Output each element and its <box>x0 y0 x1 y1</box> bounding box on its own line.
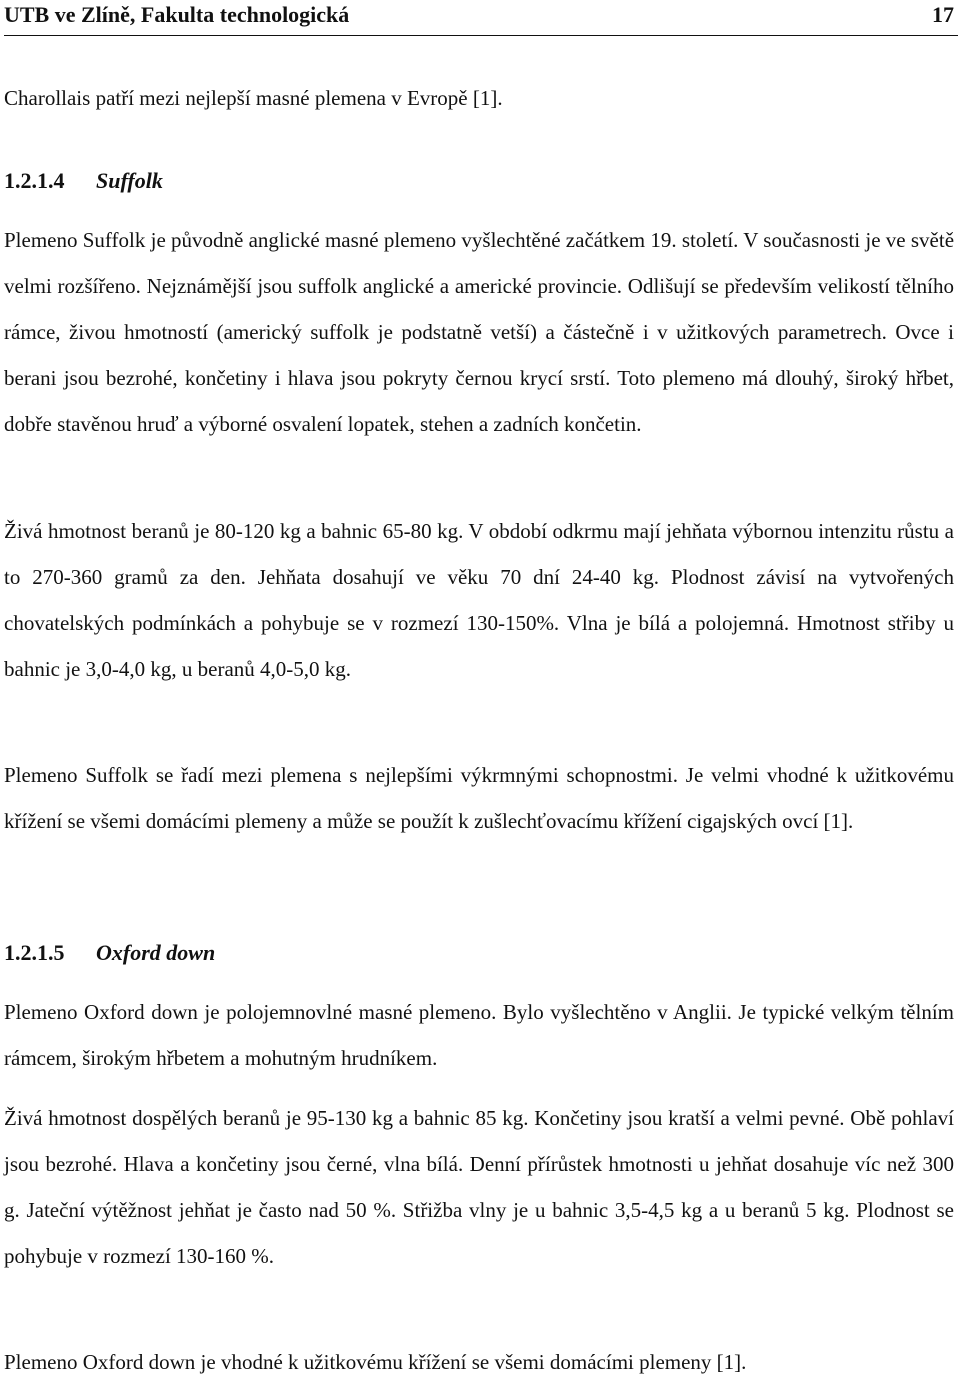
section-heading-suffolk <box>4 166 163 196</box>
suffolk-paragraph-2: Živá hmotnost beranů je 80-120 kg a bahnic 65-80 kg. V období odkrmu mají jehňata výbornou intenzitu růstu a to 270-360 gramů za den. Jehňata dosahují ve věku 70 dní 24-40 kg. Plodnost závisí na vytvořených chovatelských podmínkách a pohybuje se v rozmezí 130-150%. Vlna je bílá a polojemná. Hmotnost střiby u bahnic je 3,0-4,0 kg, u beranů 4,0-5,0 kg. <box>4 519 954 681</box>
section-number: 1.2.1.4 <box>4 168 65 193</box>
section-title: Suffolk <box>96 168 163 193</box>
page-number: 17 <box>932 2 954 27</box>
section-heading-oxford-down <box>4 938 215 968</box>
intro-paragraph: Charollais patří mezi nejlepší masné plemena v Evropě [1]. <box>4 86 503 110</box>
section-title: Oxford down <box>96 940 216 965</box>
oxford-paragraph-3: Plemeno Oxford down je vhodné k užitkovému křížení se všemi domácími plemeny [1]. <box>4 1350 747 1374</box>
document-page <box>4 0 954 1376</box>
section-number: 1.2.1.5 <box>4 940 65 965</box>
oxford-paragraph-1: Plemeno Oxford down je polojemnovlné masné plemeno. Bylo vyšlechtěno v Anglii. Je typické velkým tělním rámcem, širokým hřbetem a mohutným hrudníkem. <box>4 1000 954 1070</box>
suffolk-paragraph-3: Plemeno Suffolk se řadí mezi plemena s nejlepšími výkrmnými schopnostmi. Je velmi vhodné k užitkovému křížení se všemi domácími plemeny a může se použít k zušlechťovacímu křížení cigajských ovcí [1]. <box>4 763 954 833</box>
header-rule <box>4 35 958 36</box>
oxford-paragraph-2: Živá hmotnost dospělých beranů je 95-130 kg a bahnic 85 kg. Končetiny jsou kratší a velmi pevné. Obě pohlaví jsou bezrohé. Hlava a končetiny jsou černé, vlna bílá. Denní přírůstek hmotnosti u jehňat dosahuje víc než 300 g. Jateční výtěžnost jehňat je často nad 50 %. Střižba vlny je u bahnic 3,5-4,5 kg a u beranů 5 kg. Plodnost se pohybuje v rozmezí 130-160 %. <box>4 1106 954 1268</box>
header-title: UTB ve Zlíně, Fakulta technologická <box>4 2 350 27</box>
running-header <box>4 2 954 28</box>
suffolk-paragraph-1: Plemeno Suffolk je původně anglické masné plemeno vyšlechtěné začátkem 19. století. V současnosti je ve světě velmi rozšířeno. Nejznámější jsou suffolk anglické a americké provincie. Odlišují se především velikostí tělního rámce, živou hmotností (americký suffolk je podstatně vetší) a částečně i v užitkových parametrech. Ovce i berani jsou bezrohé, končetiny i hlava jsou pokryty černou krycí srstí. Toto plemeno má dlouhý, široký hřbet, dobře stavěnou hruď a výborné osvalení lopatek, stehen a zadních končetin. <box>4 228 955 436</box>
